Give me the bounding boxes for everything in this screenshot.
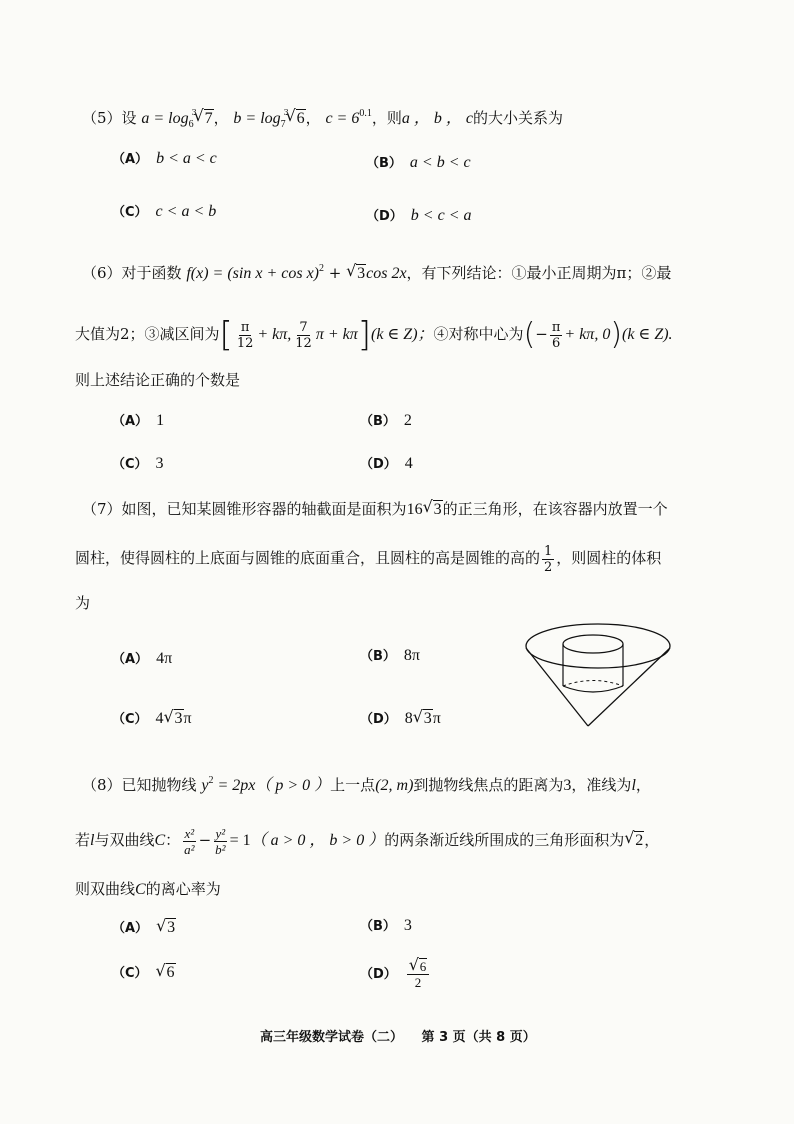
q5-option-b: （B） a < b < c	[366, 154, 471, 171]
q8-stem-line3: 则双曲线C的离心率为	[75, 880, 221, 898]
footer-title: 高三年级数学试卷（二）	[260, 1030, 404, 1045]
q6-stem-line2: 大值为2；③减区间为[ $\frac{\pi}{12}$ + kπ, $\frac{7}{12}$ π + kπ](k ∈ Z)；④对称中心为(− $\frac{\pi}{6}$ + kπ, 0)(k ∈ Z).	[75, 315, 673, 355]
q7-option-d: （D） 8√ 3π	[360, 708, 441, 731]
q6-option-b: （B） 2	[360, 412, 412, 429]
q7-option-a: （A） 4π	[112, 650, 173, 667]
page-footer	[260, 1026, 536, 1045]
q8-stem-line1: （8）已知抛物线 $y^2 = 2px$（ p > 0 ）上一点(2, m)到抛物线焦点的距离为3，准线为l，	[82, 775, 651, 794]
q5-option-c: （C） c < a < b	[112, 203, 217, 220]
bleed-through-text	[520, 148, 533, 167]
q8-option-a: （A）√ 3	[112, 917, 176, 940]
q8-option-b: （B） 3	[360, 917, 412, 934]
q7-stem-line3: 为	[75, 594, 91, 612]
cone-cylinder-figure	[520, 622, 680, 734]
q6-option-d: （D） 4	[360, 455, 413, 472]
q6-option-c: （C） 3	[112, 455, 164, 472]
cylinder-top-ellipse	[563, 635, 623, 653]
q5-option-d: （D） b < c < a	[366, 207, 472, 224]
cylinder-bottom-back	[563, 681, 623, 687]
footer-page-number: 第 3 页（共 8 页）	[421, 1030, 536, 1045]
q8-option-c: （C）√ 6	[112, 962, 176, 985]
cylinder-bottom-front	[563, 686, 623, 692]
cone-left-edge	[526, 648, 588, 726]
q5-option-a: （A） b < a < c	[112, 150, 217, 167]
q8-stem-line2: 若l与双曲线C： $\frac{\text{x²}}{\text{a²}}$ − $\frac{\text{y²}}{\text{b²}}$ = 1（ a > 0 ， b > 0 ）的两条渐近线所围成的三角形面积为√ 2，	[75, 820, 659, 861]
q6-option-a: （A） 1	[112, 412, 165, 429]
q5-stem: （5）设 $a = \log_6$ √ 3 7， $b = \log_7$ √ 3 6， $c = 6^{0.1}$，则a ， b ， c的大小关系为	[82, 103, 563, 136]
q7-stem-line2: 圆柱，使得圆柱的上底面与圆锥的底面重合，且圆柱的高是圆锥的高的 $\frac{1}{2}$ ，则圆柱的体积	[75, 543, 662, 575]
q6-stem-line1: （6）对于函数 f(x) = (sin x + cos x)$^2$ + √ 3cos 2x，有下列结论：①最小正周期为π；②最	[82, 258, 671, 285]
q7-option-b: （B） 8π	[360, 647, 420, 664]
cone-right-edge	[588, 648, 670, 726]
q7-option-c: （C） 4√ 3π	[112, 708, 192, 731]
q8-option-d: （D） √ $\frac{6}{2}$	[360, 958, 431, 991]
q6-stem-line3: 则上述结论正确的个数是	[75, 371, 241, 389]
q7-stem-line1: （7）如图，已知某圆锥形容器的轴截面是面积为16√ 3的正三角形，在该容器内放置一个	[82, 498, 668, 521]
cone-top-ellipse	[526, 624, 670, 668]
